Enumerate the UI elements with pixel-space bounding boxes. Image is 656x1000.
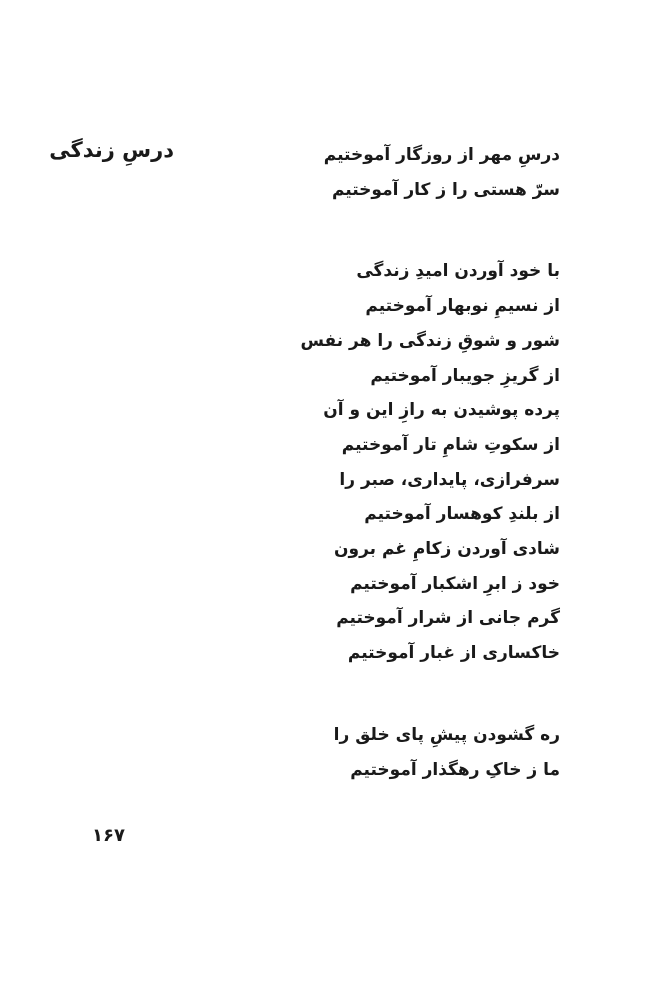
page-number: ۱۶۷ [92, 825, 125, 846]
poem-line: با خود آوردن امیدِ زندگی [356, 261, 560, 282]
stanza-3 [240, 718, 560, 787]
poem-line: شور و شوقِ زندگی را هر نفس [300, 330, 560, 351]
poem-title: درسِ زندگی [49, 138, 174, 162]
poem-body [240, 138, 560, 834]
poem-line: خود ز ابرِ اشکبار آموختیم [350, 573, 560, 594]
poem-line: درسِ مهر از روزگار آموختیم [323, 145, 560, 165]
poem-line: گرم جانی از شرار آموختیم [336, 608, 560, 629]
poem-line: سرّ هستی را ز کار آموختیم [331, 179, 560, 200]
poem-line: ره گشودن پیشِ پای خلق را [333, 724, 560, 745]
poem-line: از سکوتِ شامِ تار آموختیم [341, 434, 560, 455]
stanza-1 [240, 138, 560, 207]
poem-line: شادی آوردن زکامِ غم برون [334, 539, 560, 560]
stanza-2 [240, 254, 560, 670]
poem-line: خاکساری از غبار آموختیم [347, 643, 560, 664]
poem-line: از گریزِ جویبار آموختیم [370, 365, 560, 386]
poem-line: سرفرازی، پایداری، صبر را [339, 469, 560, 490]
poem-line: ما ز خاکِ رهگذار آموختیم [350, 759, 560, 780]
poem-line: از بلندِ کوهسار آموختیم [364, 504, 560, 525]
poem-line: از نسیمِ نوبهار آموختیم [365, 296, 560, 317]
poem-line: پرده پوشیدن به رازِ این و آن [323, 400, 560, 421]
